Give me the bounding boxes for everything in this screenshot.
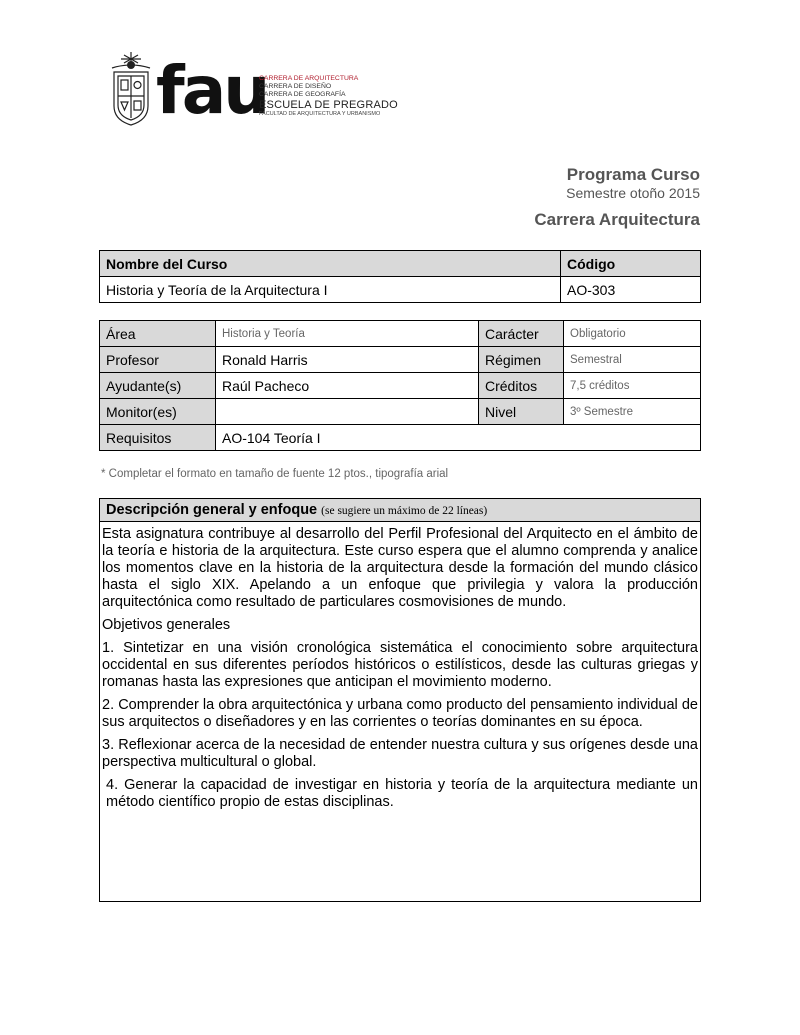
description-header bbox=[100, 499, 700, 522]
objective-item: 4. Generar la capacidad de investigar en historia y teoría de la arquitectura mediante un método científico propio de estas disciplinas. bbox=[106, 777, 698, 810]
creditos-label: Créditos bbox=[479, 373, 564, 399]
format-note: * Completar el formato en tamaño de fuente 12 ptos., tipografía arial bbox=[101, 468, 449, 480]
monitor-label: Monitor(es) bbox=[100, 399, 216, 425]
profesor-value: Ronald Harris bbox=[216, 347, 479, 373]
logo-line-pregrado: ESCUELA DE PREGRADO bbox=[259, 99, 398, 111]
logo-line-facultad: FACULTAD DE ARQUITECTURA Y URBANISMO bbox=[259, 111, 381, 117]
objectives-heading: Objetivos generales bbox=[102, 617, 231, 633]
profesor-label: Profesor bbox=[100, 347, 216, 373]
fau-logo bbox=[108, 50, 398, 130]
university-shield-icon bbox=[108, 50, 154, 126]
fau-wordmark: fau bbox=[156, 52, 268, 129]
course-info-table bbox=[99, 320, 701, 451]
area-label: Área bbox=[100, 321, 216, 347]
monitor-value bbox=[216, 399, 479, 425]
ayudante-label: Ayudante(s) bbox=[100, 373, 216, 399]
logo-line-diseno: CARRERA DE DISEÑO bbox=[259, 83, 332, 90]
creditos-value: 7,5 créditos bbox=[564, 373, 701, 399]
description-subtitle: (se sugiere un máximo de 22 líneas) bbox=[321, 505, 488, 517]
course-code-label: Código bbox=[561, 251, 701, 277]
logo-line-arquitectura: CARRERA DE ARQUITECTURA bbox=[259, 75, 359, 82]
description-intro: Esta asignatura contribuye al desarrollo del Perfil Profesional del Arquitecto en el ámbito de la teoría e historia de la arquitectura. Este curso espera que el alumno comprenda y analice los momentos clave en la historia de la arquitectura desde la formación del mundo clásico hasta el siglo XIX. Apelando a un enfoque que privilegia y valora la producción arquitectónica como resultado de particulares cosmovisiones de mundo. bbox=[102, 526, 698, 610]
course-name-label: Nombre del Curso bbox=[100, 251, 561, 277]
description-body bbox=[100, 522, 700, 811]
course-table bbox=[99, 250, 701, 303]
objective-item: 2. Comprender la obra arquitectónica y urbana como producto del pensamiento individual de sus arquitectos o diseñadores y en las corrientes o teorías dominantes en su época. bbox=[102, 697, 698, 730]
program-title: Programa Curso bbox=[566, 165, 700, 184]
ayudante-value: Raúl Pacheco bbox=[216, 373, 479, 399]
caracter-value: Obligatorio bbox=[564, 321, 701, 347]
nivel-label: Nivel bbox=[479, 399, 564, 425]
area-value: Historia y Teoría bbox=[216, 321, 479, 347]
caracter-label: Carácter bbox=[479, 321, 564, 347]
logo-line-geografia: CARRERA DE GEOGRAFÍA bbox=[259, 91, 346, 98]
requisitos-label: Requisitos bbox=[100, 425, 216, 451]
nivel-value: 3º Semestre bbox=[564, 399, 701, 425]
description-title: Descripción general y enfoque bbox=[106, 502, 318, 518]
fau-lines bbox=[259, 75, 398, 118]
course-name: Historia y Teoría de la Arquitectura I bbox=[100, 277, 561, 303]
regimen-value: Semestral bbox=[564, 347, 701, 373]
program-career: Carrera Arquitectura bbox=[534, 210, 700, 229]
description-box bbox=[99, 498, 701, 902]
objective-item: 3. Reflexionar acerca de la necesidad de entender nuestra cultura y sus orígenes desde una perspectiva multicultural o global. bbox=[102, 737, 698, 770]
regimen-label: Régimen bbox=[479, 347, 564, 373]
course-code: AO-303 bbox=[561, 277, 701, 303]
objective-item: 1. Sintetizar en una visión cronológica sistemática el conocimiento sobre arquitectura occidental en sus diferentes períodos históricos o estilísticos, desde las culturas griegas y romanas hasta las expresiones que anticipan el movimiento moderno. bbox=[102, 640, 698, 690]
program-semester: Semestre otoño 2015 bbox=[566, 185, 700, 201]
requisitos-value: AO-104 Teoría I bbox=[216, 425, 701, 451]
